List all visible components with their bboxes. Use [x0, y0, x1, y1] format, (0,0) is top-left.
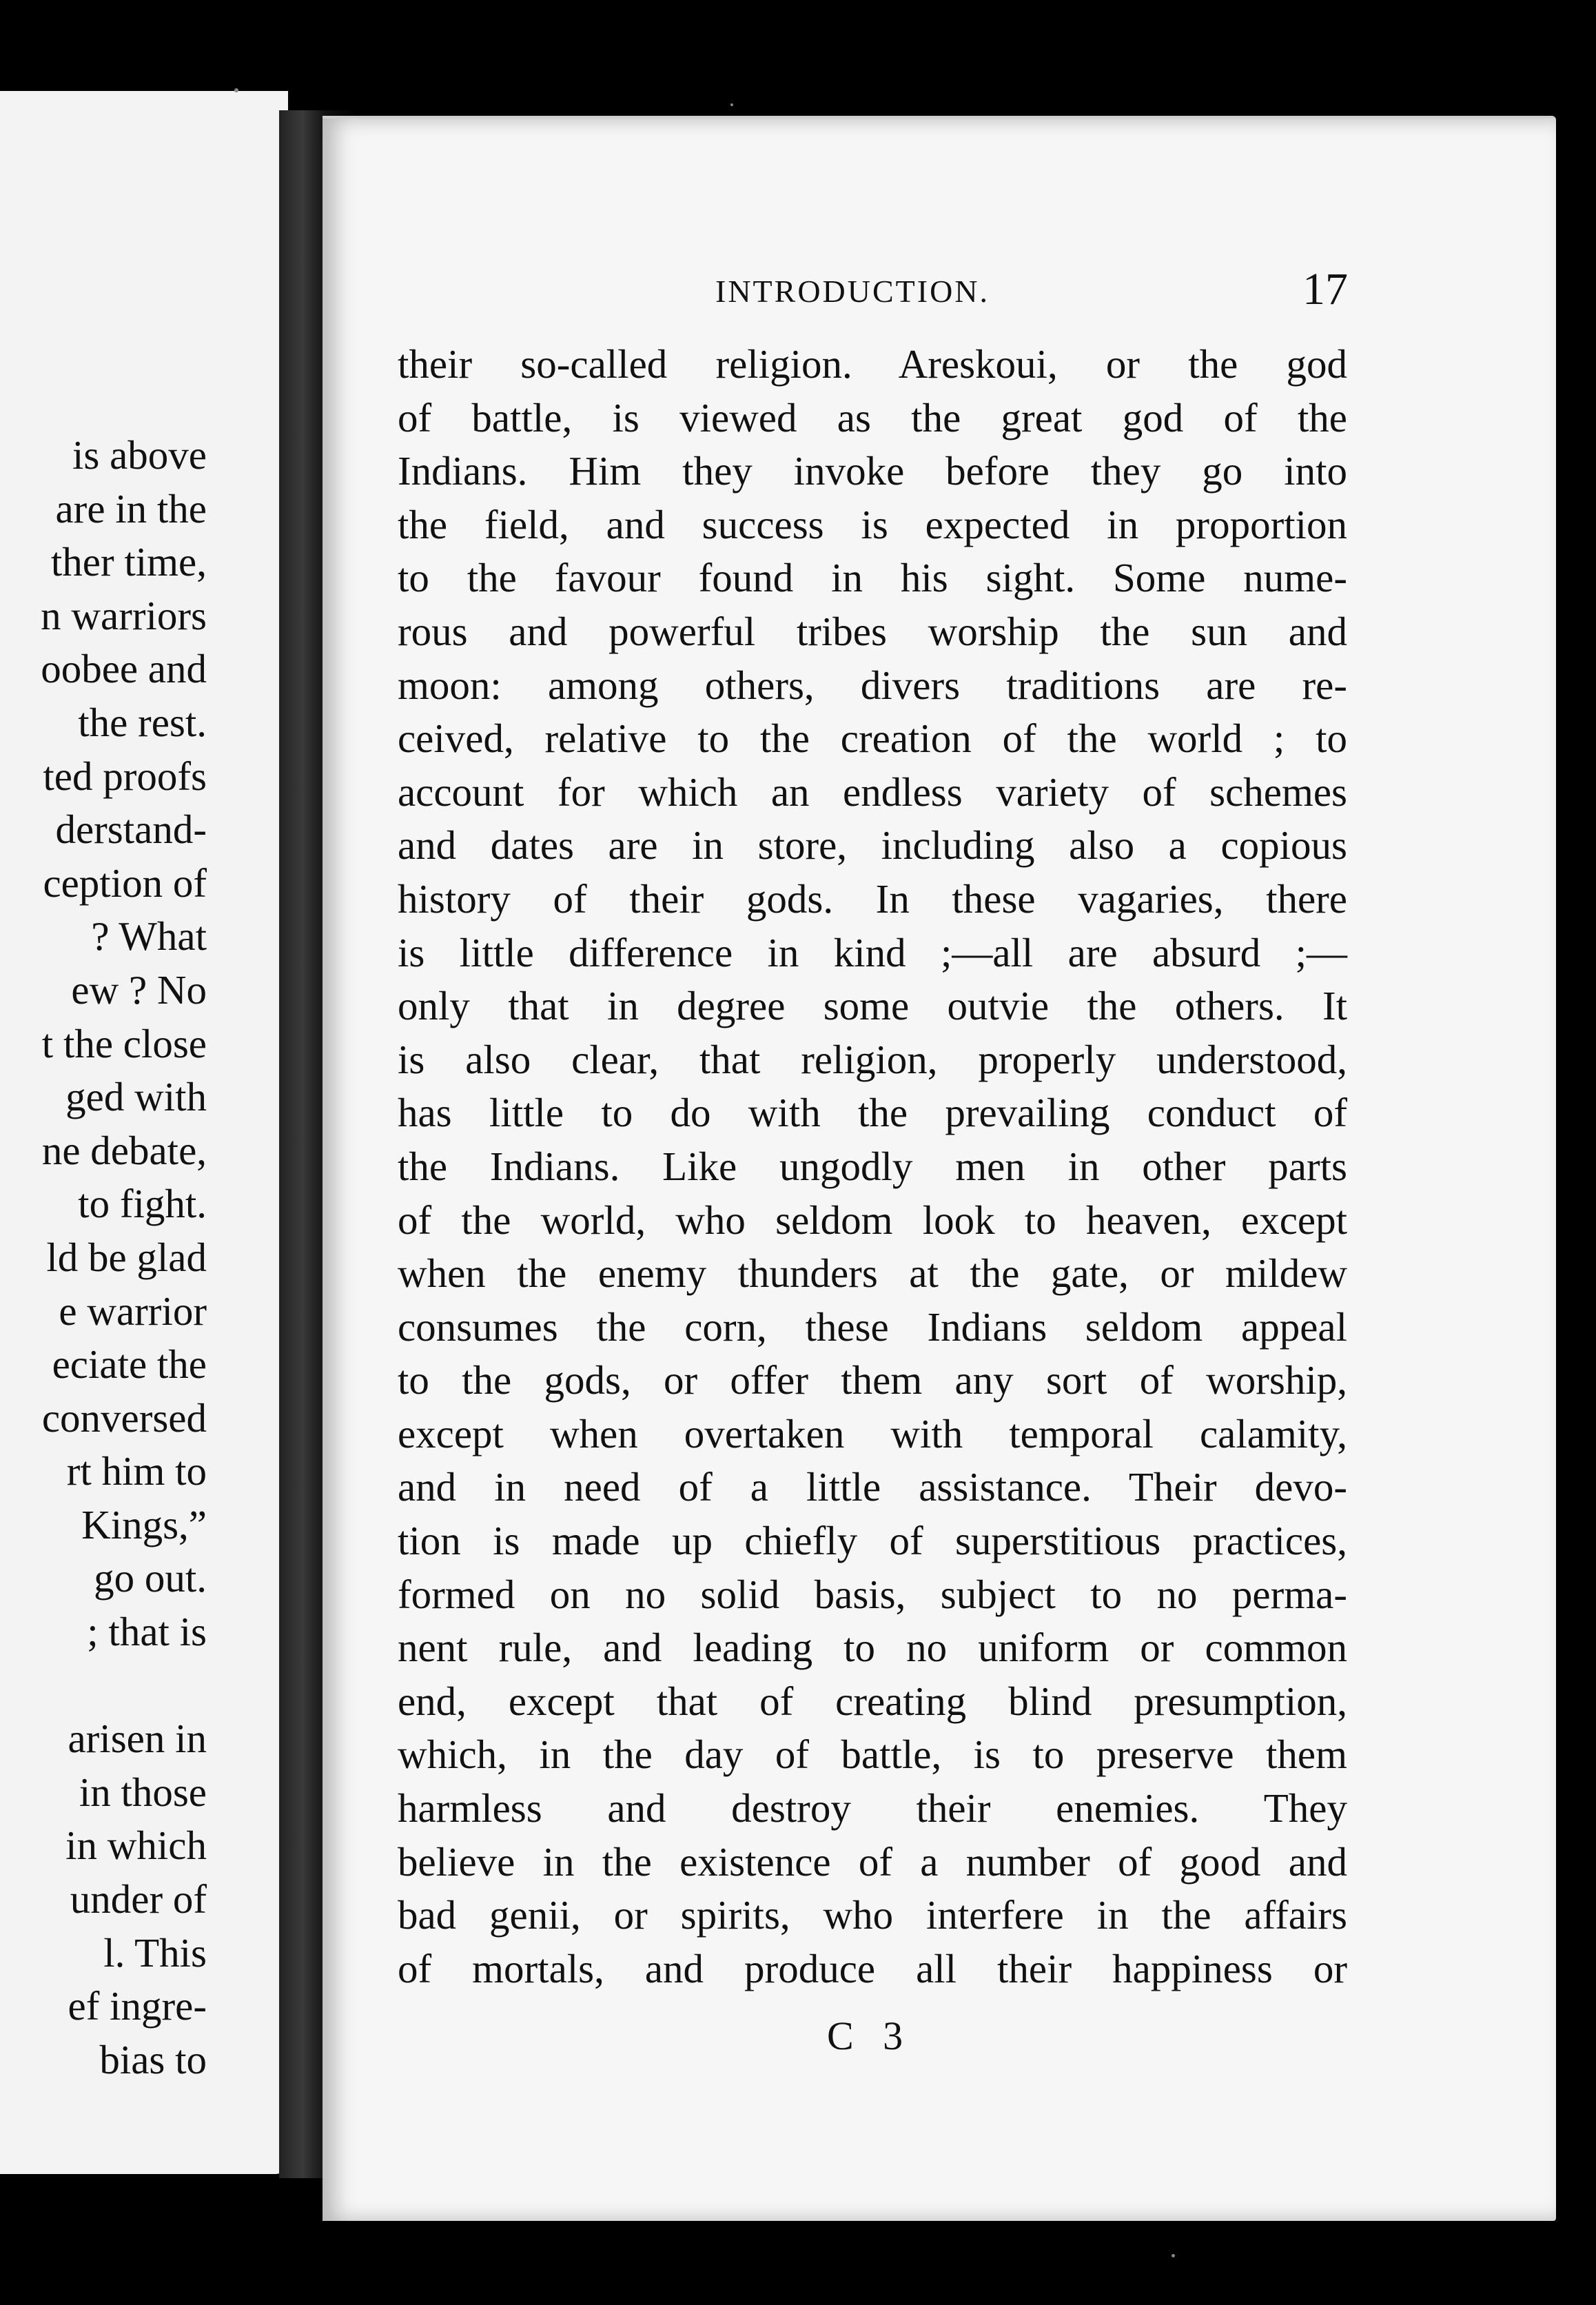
left-page-line: e warrior — [59, 1288, 207, 1334]
body-text — [398, 338, 1347, 1996]
body-line: only that in degree some outvie the others. It — [398, 983, 1347, 1029]
body-line: to the gods, or offer them any sort of worship, — [398, 1357, 1347, 1403]
left-page-line: in those — [79, 1769, 207, 1815]
left-page-line: ? What — [91, 913, 207, 959]
left-page-line: ne debate, — [41, 1127, 207, 1173]
left-page-line: Kings,” — [81, 1501, 207, 1547]
body-line: account for which an endless variety of schemes — [398, 769, 1347, 815]
left-page-line: n warriors — [41, 592, 207, 638]
left-page-line: ld be glad — [46, 1234, 207, 1280]
body-line: bad genii, or spirits, who interfere in the affairs — [398, 1892, 1347, 1938]
left-page-line: ted proofs — [43, 753, 207, 799]
body-line: history of their gods. In these vagaries, there — [398, 875, 1347, 922]
left-page-line — [0, 1659, 207, 1713]
body-line: consumes the corn, these Indians seldom appeal — [398, 1303, 1347, 1350]
body-line: has little to do with the prevailing conduct of — [398, 1090, 1347, 1136]
body-line: is little difference in kind ;—all are absurd ;— — [398, 929, 1347, 975]
left-page-line: is above — [72, 432, 207, 478]
left-page-line: go out. — [94, 1555, 207, 1601]
left-page-line: ception of — [43, 860, 207, 906]
body-line: rous and powerful tribes worship the sun and — [398, 608, 1347, 654]
left-page-line: bias to — [99, 2036, 207, 2082]
left-page-line: derstand- — [55, 806, 207, 853]
left-page-line: conversed — [41, 1394, 207, 1441]
left-page-line: ged with — [65, 1074, 207, 1120]
signature-mark: C 3 — [827, 2013, 913, 2058]
body-line: harmless and destroy their enemies. They — [398, 1785, 1347, 1831]
left-page — [0, 91, 288, 2174]
body-line: their so-called religion. Areskoui, or the god — [398, 341, 1347, 387]
left-page-line: ; that is — [87, 1609, 207, 1655]
left-page-line: ther time, — [50, 539, 207, 585]
left-page-line: arisen in — [68, 1716, 207, 1762]
body-line: and dates are in store, including also a copious — [398, 822, 1347, 869]
body-line: end, except that of creating blind presumption, — [398, 1678, 1347, 1724]
body-line: of mortals, and produce all their happiness or — [398, 1945, 1347, 1991]
left-page-line: t the close — [41, 1020, 207, 1066]
left-page-line: are in the — [55, 485, 207, 531]
left-page-line: the rest. — [78, 699, 207, 745]
body-line: believe in the existence of a number of good and — [398, 1838, 1347, 1885]
page-number: 17 — [1302, 264, 1348, 314]
left-page-line: rt him to — [66, 1448, 207, 1494]
body-line: to the favour found in his sight. Some nume- — [398, 555, 1347, 601]
left-page-line: oobee and — [41, 646, 207, 692]
body-line: the field, and success is expected in proportion — [398, 501, 1347, 547]
left-page-line: ef ingre- — [68, 1983, 207, 2029]
body-line: except when overtaken with temporal calamity, — [398, 1410, 1347, 1456]
body-line: which, in the day of battle, is to preserve them — [398, 1732, 1347, 1778]
body-line: of battle, is viewed as the great god of the — [398, 394, 1347, 440]
body-line: Indians. Him they invoke before they go into — [398, 448, 1347, 494]
left-page-line: l. This — [103, 1929, 207, 1976]
dust-speck — [730, 103, 733, 106]
body-line: nent rule, and leading to no uniform or common — [398, 1625, 1347, 1671]
left-page-text — [0, 429, 207, 2086]
running-head: INTRODUCTION. — [715, 274, 990, 309]
dust-speck — [1172, 2254, 1175, 2257]
body-line: when the enemy thunders at the gate, or mildew — [398, 1250, 1347, 1297]
body-line: of the world, who seldom look to heaven, except — [398, 1197, 1347, 1243]
left-page-line: ew ? No — [71, 966, 207, 1013]
left-page-line: eciate the — [52, 1341, 207, 1388]
body-line: is also clear, that religion, properly understood, — [398, 1036, 1347, 1082]
body-line: formed on no solid basis, subject to no perma- — [398, 1571, 1347, 1617]
left-page-line: under of — [70, 1876, 207, 1922]
left-page-line: to fight. — [78, 1181, 207, 1227]
dust-speck — [234, 88, 238, 92]
body-line: tion is made up chiefly of superstitious practices, — [398, 1518, 1347, 1564]
body-line: moon: among others, divers traditions are re- — [398, 662, 1347, 708]
body-line: ceived, relative to the creation of the world ; to — [398, 715, 1347, 762]
left-page-line: in which — [65, 1822, 207, 1869]
body-line: and in need of a little assistance. Their devo- — [398, 1464, 1347, 1510]
body-line: the Indians. Like ungodly men in other parts — [398, 1143, 1347, 1189]
